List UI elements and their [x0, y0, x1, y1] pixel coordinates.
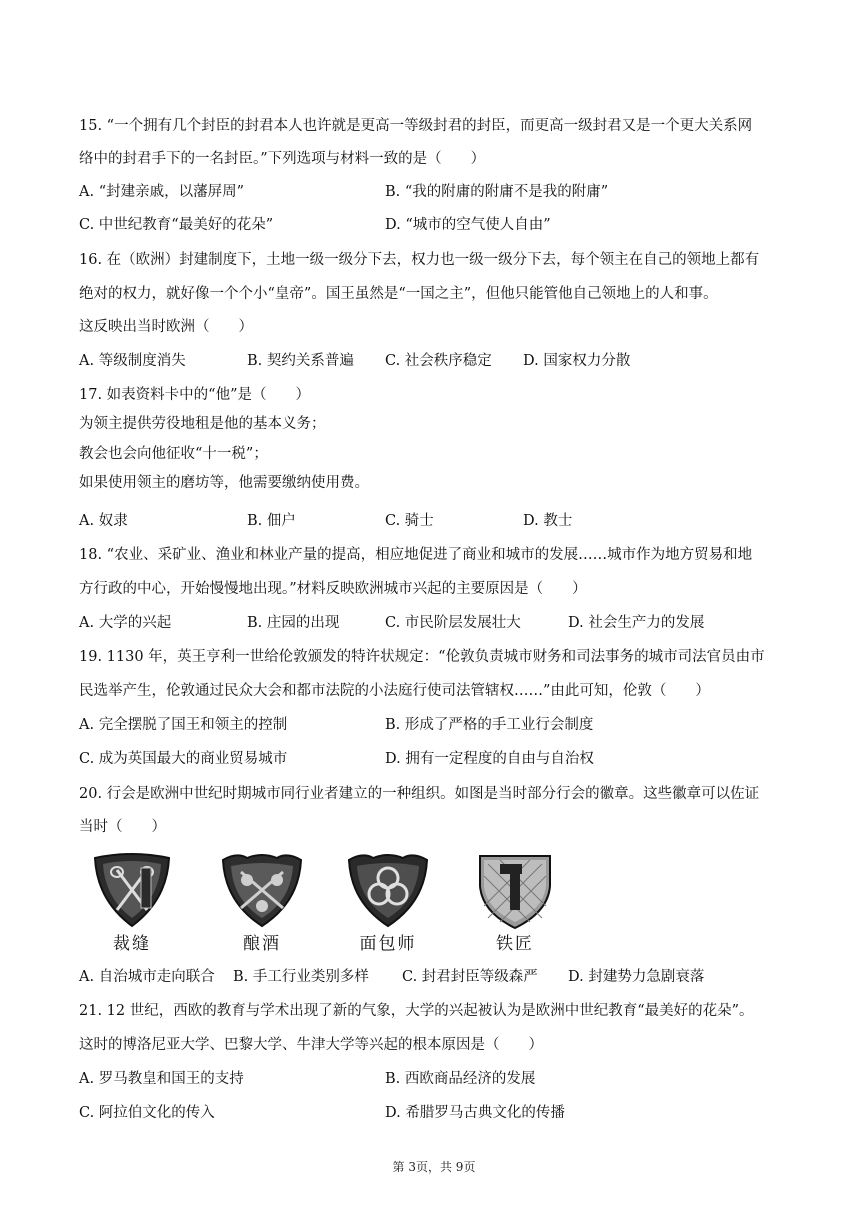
q15-option-c: C. 中世纪教育“最美好的花朵”: [79, 217, 274, 233]
q20-option-d: D. 封建势力急剧衰落: [568, 969, 705, 985]
q17-stem-line1: 17. 如表资料卡中的“他”是（ ）: [79, 387, 310, 403]
badge-label-baker: 面包师: [359, 934, 417, 954]
q21-option-b: B. 西欧商品经济的发展: [385, 1071, 536, 1087]
q16-option-b: B. 契约关系普遍: [247, 353, 354, 369]
q15-option-a: A. “封建亲戚，以藩屏周”: [79, 184, 245, 200]
q16-stem-line2: 绝对的权力，就好像一个个小“皇帝”。国王虽然是“一国之主”，但他只能管他自己领地上的人和事。: [79, 286, 718, 302]
q21-option-c: C. 阿拉伯文化的传入: [79, 1105, 215, 1121]
q17-option-c: C. 骑士: [385, 513, 434, 529]
q17-card-line2: 教会也会向他征收“十一税”；: [79, 446, 268, 462]
q20-option-b: B. 手工行业类别多样: [233, 969, 369, 985]
q21-stem-line1: 21. 12 世纪，西欧的教育与学术出现了新的气象，大学的兴起被认为是欧洲中世纪教育“最美好的花朵”。: [79, 1003, 754, 1019]
q17-option-b: B. 佃户: [247, 513, 296, 529]
q16-stem-line3: 这反映出当时欧洲（ ）: [79, 319, 253, 335]
q20-stem-line1: 20. 行会是欧洲中世纪时期城市同行业者建立的一种组织。如图是当时部分行会的徽章。这些徽章可以佐证: [79, 786, 760, 802]
q17-card-line1: 为领主提供劳役地租是他的基本义务；: [79, 416, 326, 432]
badge-blacksmith: [465, 850, 565, 958]
q17-option-a: A. 奴隶: [79, 513, 128, 529]
q19-option-a: A. 完全摆脱了国王和领主的控制: [79, 717, 288, 733]
q16-option-a: A. 等级制度消失: [79, 353, 186, 369]
q16-stem-line1: 16. 在（欧洲）封建制度下，土地一级一级分下去，权力也一级一级分下去，每个领主在自己的领地上都有: [79, 252, 760, 268]
q19-option-d: D. 拥有一定程度的自由与自治权: [385, 751, 594, 767]
tailor-shield-icon: [87, 850, 177, 930]
q16-option-d: D. 国家权力分散: [523, 353, 631, 369]
q17-option-d: D. 教士: [523, 513, 573, 529]
q16-option-c: C. 社会秩序稳定: [385, 353, 492, 369]
q18-stem-line1: 18. “农业、采矿业、渔业和林业产量的提高，相应地促进了商业和城市的发展……城市作为地方贸易和地: [79, 547, 753, 563]
q18-option-a: A. 大学的兴起: [79, 615, 172, 631]
q18-option-b: B. 庄园的出现: [247, 615, 340, 631]
q19-stem-line1: 19. 1130 年，英王亨利一世给伦敦颁发的特许状规定：“伦敦负责城市财务和司法事务的城市司法官员由市: [79, 649, 765, 665]
q19-option-b: B. 形成了严格的手工业行会制度: [385, 717, 594, 733]
badge-label-tailor: 裁缝: [113, 934, 151, 954]
blacksmith-shield-icon: [470, 850, 560, 930]
q15-stem-line2: 络中的封君手下的一名封臣。”下列选项与材料一致的是（ ）: [79, 151, 486, 167]
badge-brewer: [212, 850, 312, 958]
q20-option-c: C. 封君封臣等级森严: [402, 969, 538, 985]
q21-stem-line2: 这时的博洛尼亚大学、巴黎大学、牛津大学等兴起的根本原因是（ ）: [79, 1037, 543, 1053]
q17-card-line3: 如果使用领主的磨坊等，他需要缴纳使用费。: [79, 475, 369, 491]
badge-tailor: [82, 850, 182, 958]
q18-stem-line2: 方行政的中心，开始慢慢地出现。”材料反映欧洲城市兴起的主要原因是（ ）: [79, 581, 587, 597]
badge-label-brewer: 酿酒: [243, 934, 281, 954]
q19-stem-line2: 民选举产生，伦敦通过民众大会和都市法院的小法庭行使司法管辖权……”由此可知，伦敦（ ）: [79, 683, 710, 699]
brewer-shield-icon: [217, 850, 307, 930]
q21-option-a: A. 罗马教皇和国王的支持: [79, 1071, 244, 1087]
q20-stem-line2: 当时（ ）: [79, 819, 166, 835]
q18-option-c: C. 市民阶层发展壮大: [385, 615, 521, 631]
q15-option-b: B. “我的附庸的附庸不是我的附庸”: [385, 184, 609, 200]
badge-baker: [338, 850, 438, 958]
q15-option-d: D. “城市的空气使人自由”: [385, 217, 551, 233]
badge-label-blacksmith: 铁匠: [496, 934, 534, 954]
baker-shield-icon: [343, 850, 433, 930]
q18-option-d: D. 社会生产力的发展: [568, 615, 705, 631]
q21-option-d: D. 希腊罗马古典文化的传播: [385, 1105, 565, 1121]
page-footer: 第 3页，共 9页: [392, 1160, 476, 1174]
q19-option-c: C. 成为英国最大的商业贸易城市: [79, 751, 288, 767]
q20-option-a: A. 自治城市走向联合: [79, 969, 215, 985]
q15-stem-line1: 15. “一个拥有几个封臣的封君本人也许就是更高一等级封君的封臣，而更高一级封君又是一个更大关系网: [79, 118, 753, 134]
